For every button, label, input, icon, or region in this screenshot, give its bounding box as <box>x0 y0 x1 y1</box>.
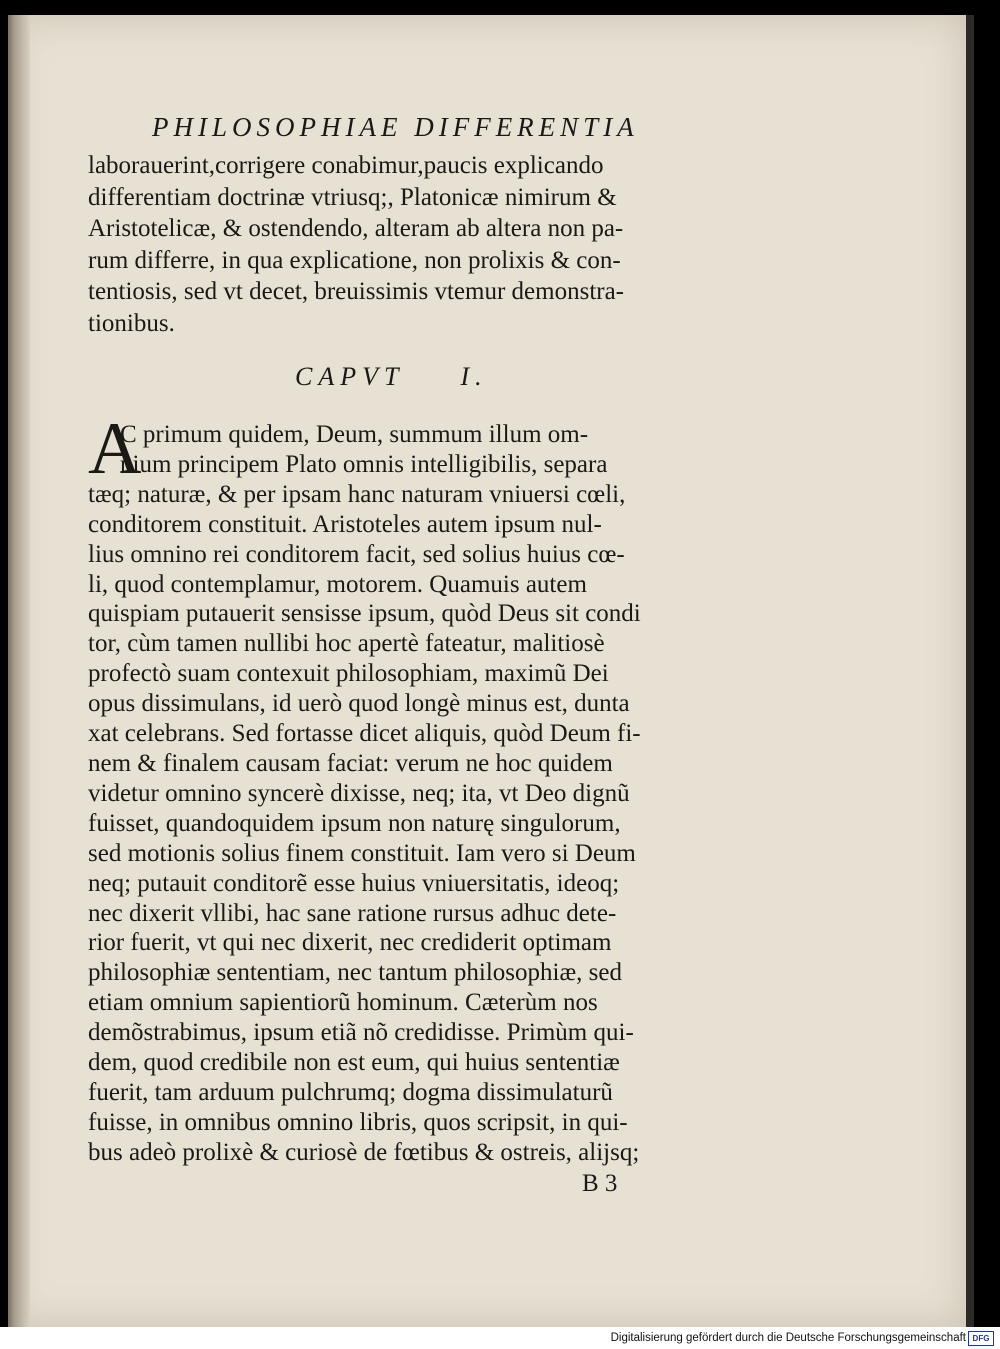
text-line: etiam omnium sapientiorũ hominum. Cæterùm nos <box>88 989 598 1017</box>
text-line: rum differre, in qua explicatione, non prolixis & con- <box>88 246 621 274</box>
text-line: tæq; naturæ, & per ipsam hanc naturam vniuersi cœli, <box>88 480 626 508</box>
page-gutter-shadow <box>8 15 30 1327</box>
text-line: li, quod contemplamur, motorem. Quamuis autem <box>88 570 587 598</box>
text-line: differentiam doctrinæ vtriusq;, Platonicæ nimirum & <box>88 183 617 211</box>
text-line: conditorem constituit. Aristoteles autem ipsum nul- <box>88 510 602 538</box>
text-line: dem, quod credibile non est eum, qui huius sententiæ <box>88 1049 620 1077</box>
text-line: lius omnino rei conditorem facit, sed solius huius cœ- <box>88 540 625 568</box>
chapter-label: CAPVT <box>295 362 405 391</box>
drop-cap: A <box>88 408 142 490</box>
text-line: tor, cùm tamen nullibi hoc apertè fateatur, malitiosè <box>88 630 605 658</box>
chapter-heading <box>295 362 595 392</box>
text-line: tionibus. <box>88 309 175 337</box>
text-line: laborauerint,corrigere conabimur,paucis explicando <box>88 152 604 179</box>
text-line: sed motionis solius finem constituit. Iam vero si Deum <box>88 839 636 867</box>
text-line: nec dixerit vllibi, hac sane ratione rursus adhuc dete- <box>88 899 617 927</box>
text-line: nem & finalem causam faciat: verum ne hoc quidem <box>88 749 613 777</box>
footer-credit: Digitalisierung gefördert durch die Deutsche Forschungsgemeinschaft <box>610 1332 966 1344</box>
text-line: fuisse, in omnibus omnino libris, quos scripsit, in qui- <box>88 1108 628 1136</box>
text-line: philosophiæ sententiam, nec tantum philosophiæ, sed <box>88 959 622 987</box>
text-line: opus dissimulans, id uerò quod longè minus est, dunta <box>88 690 630 718</box>
chapter-body <box>88 420 728 1168</box>
text-line: nium principem Plato omnis intelligibilis, separa <box>120 450 608 478</box>
text-line: xat celebrans. Sed fortasse dicet aliquis, quòd Deum fi- <box>88 720 641 748</box>
text-line: demõstrabimus, ipsum etiã nõ credidisse. Primùm qui- <box>88 1019 634 1047</box>
page-edge <box>966 15 974 1327</box>
text-line: videtur omnino syncerè dixisse, neq; ita, vt Deo dignũ <box>88 779 630 807</box>
text-line: neq; putauit conditorẽ esse huius vniuersitatis, ideoq; <box>88 869 620 897</box>
dfg-logo-icon: DFG <box>968 1331 994 1346</box>
text-line: fuerit, tam arduum pulchrumq; dogma dissimulaturũ <box>88 1078 613 1106</box>
signature-mark: B 3 <box>582 1170 618 1197</box>
text-line: rior fuerit, vt qui nec dixerit, nec crediderit optimam <box>88 929 612 957</box>
text-line: bus adeò prolixè & curiosè de fœtibus & ostreis, alijsq; <box>88 1138 640 1166</box>
text-line: fuisset, quandoquidem ipsum non naturę singulorum, <box>88 809 621 837</box>
text-line: quispiam putauerit sensisse ipsum, quòd Deus sit condi <box>88 600 641 628</box>
chapter-number: I. <box>460 362 488 391</box>
text-line: profectò suam contexuit philosophiam, maximũ Dei <box>88 660 609 688</box>
text-line: Aristotelicæ, & ostendendo, alteram ab altera non pa- <box>88 215 624 242</box>
intro-paragraph <box>88 150 728 339</box>
text-line: C primum quidem, Deum, summum illum om- <box>120 421 589 448</box>
running-head: PHILOSOPHIAE DIFFERENTIA <box>152 112 639 142</box>
text-line: tentiosis, sed vt decet, breuissimis vtemur demonstra- <box>88 278 625 305</box>
